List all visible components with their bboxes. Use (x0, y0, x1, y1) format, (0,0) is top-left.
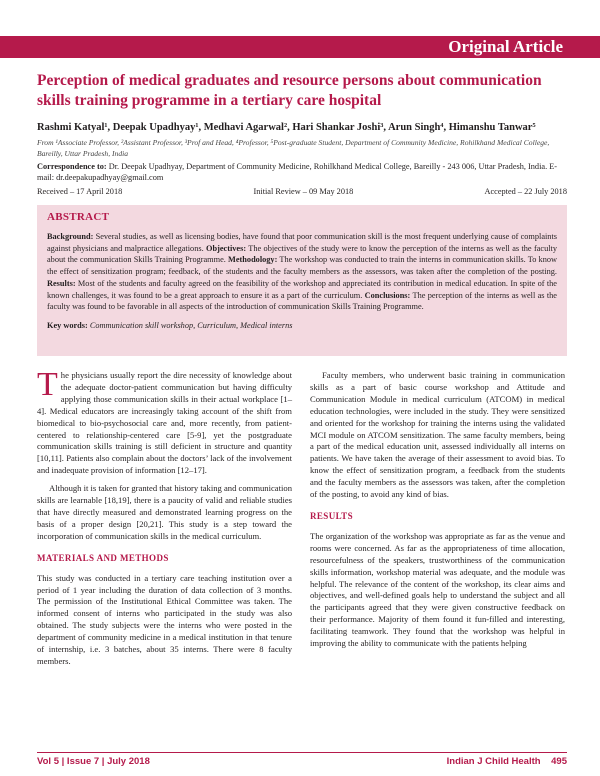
correspondence (37, 161, 567, 183)
received-date: Received – 17 April 2018 (37, 187, 123, 196)
issue-info: Vol 5 | Issue 7 | July 2018 (37, 756, 150, 767)
abstract-heading: ABSTRACT (47, 211, 110, 223)
article-dates (37, 187, 567, 196)
author-list: Rashmi Katyal¹, Deepak Upadhyay¹, Medhavi Agarwal², Hari Shankar Joshi³, Arun Singh⁴, Himanshu Tanwar⁵ (37, 122, 536, 133)
background-text: Several studies, as well as licensing bodies, have found that poor communication skill is the most frequent underlying cause of complaints against physicians and malpractice allegations. (47, 232, 557, 253)
correspondence-label: Correspondence to: (37, 162, 107, 171)
right-column (310, 370, 565, 656)
journal-page (447, 756, 567, 767)
background-label: Background: (47, 232, 94, 241)
intro-paragraph-1 (37, 366, 292, 477)
section-banner (0, 36, 600, 58)
abstract-text (47, 231, 557, 313)
journal-name: Indian J Child Health (446, 756, 541, 767)
keywords-label: Key words: (47, 320, 88, 330)
drop-cap: T (37, 366, 58, 403)
page-footer (37, 752, 567, 767)
methods-paragraph-2: Faculty members, who underwent basic training in communication skills as a part of basic course workshop and Attitude and Communication Module in medical curriculum (ATCOM) in medical education technologies, were included in the study. They were sensitized and oriented for the workshop for training the interns using the validated MCI module on ATCOM sensitization. The same faculty members, being a part of the medical education unit, assessed individually all interns on patients. We have taken the average of their assessment to avoid bias. To know the effect of sensitization program, a feedback from the students and the faculty members as the assessors was taken, after the completion of the posting, to avoid any kind of bias. (310, 370, 565, 500)
intro-paragraph-2: Although it is taken for granted that history taking and communication skills are learnable [18,19], there is a paucity of valid and reliable studies that have directly measured and demonstrated learning progress on the basis of a proper design [20,21]. This study is a step toward the incorporation of communication skills in the medical curriculum. (37, 483, 292, 541)
conclusions-label: Conclusions: (364, 290, 411, 300)
methodology-label: Methodology: (228, 255, 278, 265)
keywords-text: Communication skill workshop, Curriculum, Medical interns (87, 320, 293, 330)
correspondence-text: Dr. Deepak Upadhyay, Department of Community Medicine, Rohilkhand Medical College, Bareilly - 243 006, Uttar Pradesh, India. E-mail: dr.deepakupadhyay@gmail.com (37, 162, 558, 182)
intro-text-1: he physicians usually report the dire necessity of knowledge about the adequate doctor-patient communication but having difficulty applying those communication skills in their actual workplace [1–4]. Medical educators are increasingly taking account of the shift from biomedical to bio-psychosocial care and, more recently, from patient-centered to relationship-centered care [5-9], yet the postgraduate communication skills training is still deficient in structure and quantity [10,11]. Patients also complain about the doctors’ lack of the involvement and inadequate provision of information [12–17]. (37, 370, 292, 476)
results-paragraph-1: The organization of the workshop was appropriate as far as the venue and rooms were concerned. As far as the appropriateness of time allocation, resourcefulness of the speakers, trustworthiness of the communication skills information, workshop material was adequate, and the module was helpful. The relevance of the content of the workshop, its clear aims and objectives, and well-defined goals help to understand the subject and all the participants agreed that they were given constructive feedback on their performance. Majority of them found it fun-filled and interesting, facilitating teamwork. They found that the workshop was helpful in improving the ability to communicate with the patients helping (310, 530, 565, 649)
section-label: Original Article (448, 37, 563, 56)
methodology-text: The workshop was conducted to train the interns in communication skills. To know the effect of sensitization program; feedback, of the students and the faculty members as the assessors, was taken after the completion of the posting. (47, 255, 557, 277)
objectives-label: Objectives: (206, 243, 247, 253)
left-column (37, 366, 292, 674)
results-label: Results: (47, 278, 76, 288)
initial-review-date: Initial Review – 09 May 2018 (253, 187, 354, 196)
results-text: Most of the students and faculty agreed on the feasibility of the workshop and appreciated its contribution in medical education. In spite of the known challenges, it was found to be a great approach to ensure it as a part of the curriculum. (47, 278, 557, 300)
accepted-date: Accepted – 22 July 2018 (484, 187, 567, 196)
keywords (47, 320, 557, 332)
page-number: 495 (551, 756, 567, 767)
conclusions-text: The perception of the interns as well as the faculty was found to be favorable in all aspects of the introduction of communication Skills Training Programme. (47, 290, 557, 312)
abstract-box (37, 205, 567, 356)
methods-paragraph-1: This study was conducted in a tertiary care teaching institution over a period of 1 year including the duration of data collection of 3 months. The permission of the Institutional Ethical Committee was taken. The informed consent of interns who participated in the study was also obtained. The study subjects were the interns who were posted in the department of community medicine in a medical institution in that tenure of internship, i.e. 3 batches, about 35 interns. There were 8 faculty members. (37, 572, 292, 666)
objectives-text: The objectives of the study were to know the perception of the interns as well as the faculty about the communication Skills Training Programme. (47, 243, 557, 265)
affiliations: From ¹Associate Professor, ²Assistant Professor, ³Prof and Head, ⁴Professor, ⁵Post-graduate Student, Department of Community Medicine, Rohilkhand Medical College, Bareilly, Uttar Pradesh, India (37, 138, 550, 158)
results-heading: RESULTS (310, 510, 353, 521)
methods-heading: MATERIALS AND METHODS (37, 552, 169, 563)
article-title: Perception of medical graduates and resource persons about communication skills training programme in a tertiary care hospital (37, 72, 542, 109)
